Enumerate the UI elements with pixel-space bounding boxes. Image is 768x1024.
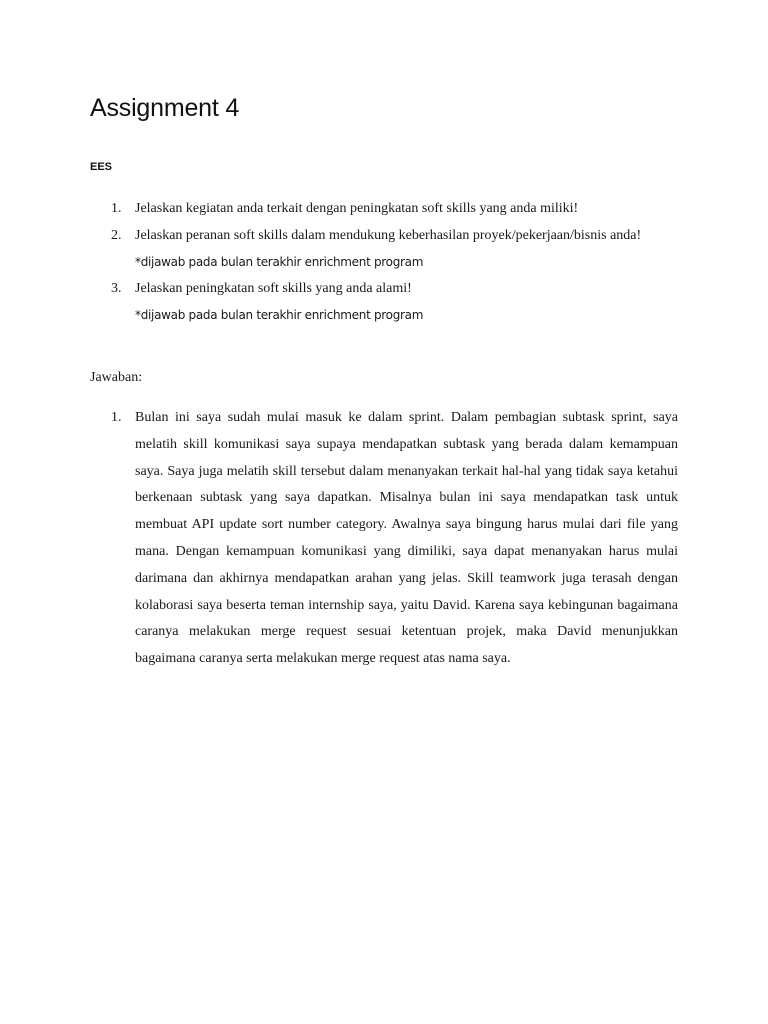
question-list bbox=[90, 196, 678, 329]
question-note: *dijawab pada bulan terakhir enrichment program bbox=[135, 308, 424, 322]
answers-label: Jawaban: bbox=[90, 370, 143, 385]
question-number: 3. bbox=[111, 280, 122, 296]
question-number: 1. bbox=[111, 201, 122, 216]
question-text: Jelaskan peranan soft skills dalam mendukung keberhasilan proyek/pekerjaan/bisnis anda! bbox=[135, 227, 642, 243]
answer-item bbox=[90, 405, 678, 673]
answer-number: 1. bbox=[111, 410, 122, 425]
section-label: EES bbox=[90, 161, 113, 173]
question-text: Jelaskan kegiatan anda terkait dengan peningkatan soft skills yang anda miliki! bbox=[135, 201, 579, 216]
answer-text: Bulan ini saya sudah mulai masuk ke dalam sprint. Dalam pembagian subtask sprint, saya melatih skill komunikasi saya supaya mendapatkan subtask yang berada dalam kemampuan saya. Saya juga melatih skill tersebut dalam menanyakan terkait hal-hal yang tidak saya ketahui berkenaan subtask yang saya dapatkan. Misalnya bulan ini saya mendapatkan task untuk membuat API update sort number category. Awalnya saya bingung harus mulai dari file yang mana. Dengan kemampuan komunikasi yang dimiliki, saya dapat menanyakan harus mulai darimana dan akhirnya mendapatkan arahan yang jelas. Skill teamwork juga terasah dengan kolaborasi saya beserta teman internship saya, yaitu David. Karena saya kebingunan bagaimana caranya melakukan merge request sesuai ketentuan projek, maka David menunjukkan bagaimana caranya serta melakukan merge request atas nama saya. bbox=[135, 410, 678, 667]
question-note: *dijawab pada bulan terakhir enrichment program bbox=[135, 255, 424, 269]
question-item bbox=[90, 276, 678, 329]
document-title: Assignment 4 bbox=[90, 94, 240, 122]
answer-list bbox=[90, 405, 678, 673]
question-number: 2. bbox=[111, 227, 122, 243]
question-item bbox=[90, 196, 678, 223]
question-text: Jelaskan peningkatan soft skills yang anda alami! bbox=[135, 280, 412, 296]
question-item bbox=[90, 223, 678, 276]
